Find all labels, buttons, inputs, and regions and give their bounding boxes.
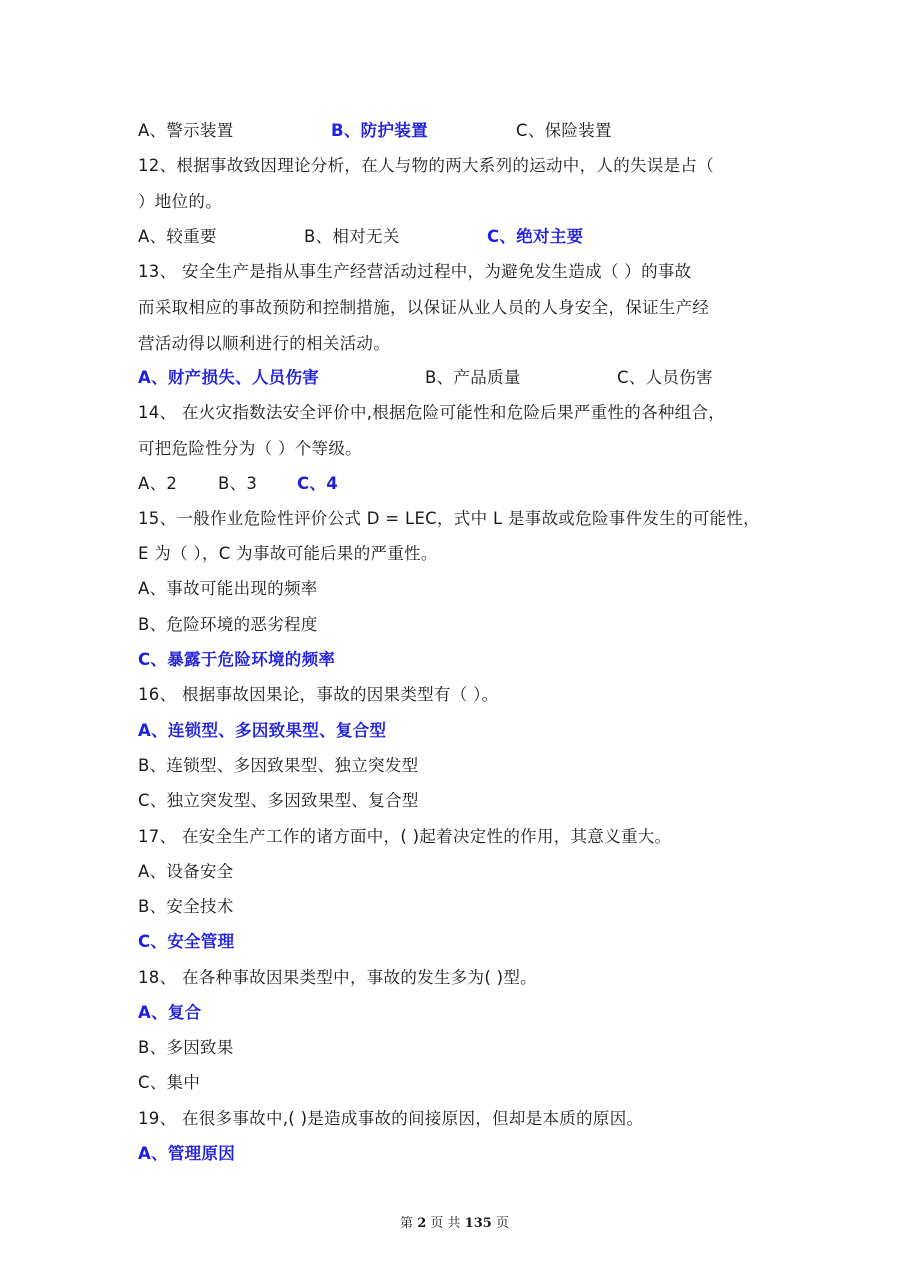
q12-option-a: A、较重要 xyxy=(138,227,217,246)
q13-option-c: C、人员伤害 xyxy=(617,368,713,387)
q14-option-c-answer: C、4 xyxy=(297,474,338,493)
q14-option-b: B、3 xyxy=(218,474,258,493)
q18-question-line1: 18、 在各种事故因果类型中，事故的发生多为( )型。 xyxy=(138,968,537,987)
footer-total-pages: 135 xyxy=(464,1216,492,1231)
q12-option-b: B、相对无关 xyxy=(304,227,400,246)
q15-question-line2: E 为（ ），C 为事故可能后果的严重性。 xyxy=(138,544,438,563)
q17-question-line1: 17、 在安全生产工作的诸方面中，( )起着决定性的作用，其意义重大。 xyxy=(138,827,672,846)
q13-question-line1: 13、 安全生产是指从事生产经营活动过程中，为避免发生造成（ ）的事故 xyxy=(138,262,692,281)
q13-question-line2: 而采取相应的事故预防和控制措施，以保证从业人员的人身安全，保证生产经 xyxy=(138,298,710,317)
q14-option-a: A、2 xyxy=(138,474,178,493)
q16-question-line1: 16、 根据事故因果论，事故的因果类型有（ ）。 xyxy=(138,685,499,704)
q18-option-c: C、集中 xyxy=(138,1073,201,1092)
q15-option-c-answer: C、暴露于危险环境的频率 xyxy=(138,650,336,669)
q15-option-b: B、危险环境的恶劣程度 xyxy=(138,615,318,634)
q13-option-a-answer: A、财产损失、人员伤害 xyxy=(138,368,320,387)
footer-mid: 页 共 xyxy=(430,1216,461,1231)
q13-option-b: B、产品质量 xyxy=(425,368,521,387)
q18-option-b: B、多因致果 xyxy=(138,1038,234,1057)
q14-question-line1: 14、 在火灾指数法安全评价中,根据危险可能性和危险后果严重性的各种组合， xyxy=(138,403,726,422)
q17-option-b: B、安全技术 xyxy=(138,897,234,916)
q17-option-a: A、设备安全 xyxy=(138,862,234,881)
q11-option-a: A、警示装置 xyxy=(138,121,234,140)
q15-question-line1: 15、一般作业危险性评价公式 D = LEC，式中 L 是事故或危险事件发生的可能性， xyxy=(138,509,760,528)
q14-question-line2: 可把危险性分为（ ）个等级。 xyxy=(138,439,362,458)
footer-page-number: 2 xyxy=(417,1216,427,1231)
q19-question-line1: 19、 在很多事故中,( )是造成事故的间接原因，但却是本质的原因。 xyxy=(138,1109,644,1128)
footer-prefix: 第 xyxy=(400,1216,414,1231)
q12-option-c-answer: C、绝对主要 xyxy=(487,227,584,246)
q17-option-c-answer: C、安全管理 xyxy=(138,932,235,951)
q12-question-line1: 12、根据事故致因理论分析，在人与物的两大系列的运动中，人的失误是占（ xyxy=(138,156,714,175)
footer-suffix: 页 xyxy=(495,1216,509,1231)
q11-option-c: C、保险装置 xyxy=(516,121,612,140)
q18-option-a-answer: A、复合 xyxy=(138,1003,202,1022)
q16-option-b: B、连锁型、多因致果型、独立突发型 xyxy=(138,756,419,775)
q16-option-a-answer: A、连锁型、多因致果型、复合型 xyxy=(138,721,387,740)
q13-question-line3: 营活动得以顺利进行的相关活动。 xyxy=(138,334,390,353)
q12-question-line2: ）地位的。 xyxy=(138,192,222,211)
q11-option-b-answer: B、防护装置 xyxy=(331,121,428,140)
q16-option-c: C、独立突发型、多因致果型、复合型 xyxy=(138,791,419,810)
q19-option-a-answer: A、管理原因 xyxy=(138,1144,236,1163)
q15-option-a: A、事故可能出现的频率 xyxy=(138,579,318,598)
page-footer xyxy=(0,1212,909,1231)
